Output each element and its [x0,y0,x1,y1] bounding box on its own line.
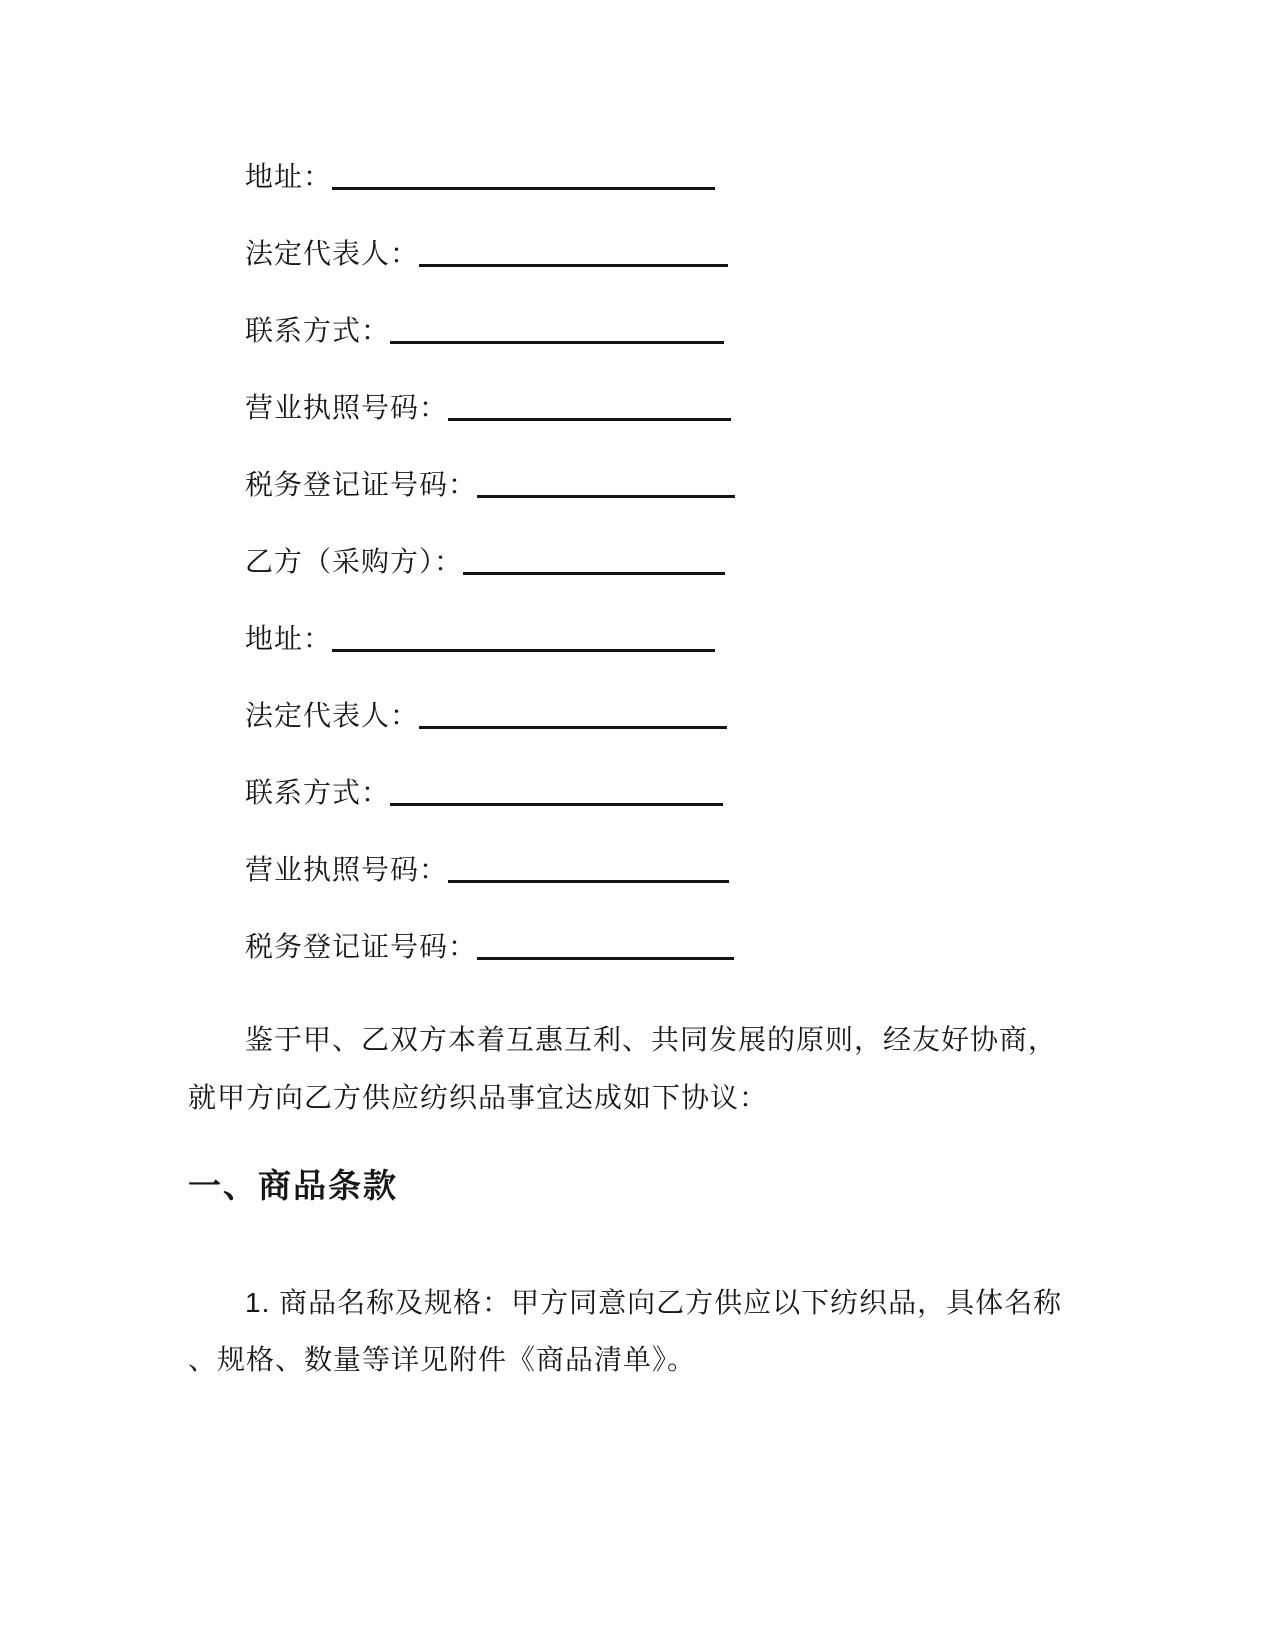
form-field-label: 税务登记证号码： [245,469,478,500]
blank-underline [419,719,727,729]
form-field-row [188,523,1165,600]
form-field-row [188,369,1165,446]
form-field-row [188,908,1165,985]
form-field-row [188,677,1165,754]
form-field-row [188,215,1165,292]
blank-underline [463,565,725,575]
section-heading-goods-terms: 一、商品条款 [188,1167,398,1204]
preamble-line-1: 鉴于甲、乙双方本着互惠互利、共同发展的原则，经友好协商， [245,1024,1058,1055]
blank-underline [390,334,724,344]
form-field-label: 营业执照号码： [245,392,449,423]
blank-underline [390,796,723,806]
form-field-label: 营业执照号码： [245,854,449,885]
form-field-label: 乙方（采购方）： [245,546,464,577]
form-field-label: 联系方式： [245,315,391,346]
form-field-row [188,446,1165,523]
clause-1-line-1: 1. 商品名称及规格：甲方同意向乙方供应以下纺织品，具体名称 [245,1287,1063,1318]
blank-underline [477,950,734,960]
blank-underline [419,257,728,267]
clause-1-paragraph [188,1274,1165,1388]
form-field-row [188,831,1165,908]
preamble-line-2: 就甲方向乙方供应纺织品事宜达成如下协议： [188,1082,769,1113]
blank-underline [448,411,731,421]
form-field-label: 联系方式： [245,777,391,808]
blank-underline [448,873,729,883]
form-field-label: 法定代表人： [245,238,420,269]
form-field-row [188,292,1165,369]
blank-underline [477,488,735,498]
form-field-row [188,138,1165,215]
preamble-paragraph [188,1011,1165,1127]
form-field-label: 法定代表人： [245,700,420,731]
form-field-label: 地址： [245,623,333,654]
form-field-row [188,754,1165,831]
form-field-row [188,600,1165,677]
blank-underline [332,180,715,190]
form-field-label: 税务登记证号码： [245,931,478,962]
form-field-label: 地址： [245,161,333,192]
clause-1-line-2: 、规格、数量等详见附件《商品清单》。 [188,1344,697,1375]
blank-underline [332,642,715,652]
